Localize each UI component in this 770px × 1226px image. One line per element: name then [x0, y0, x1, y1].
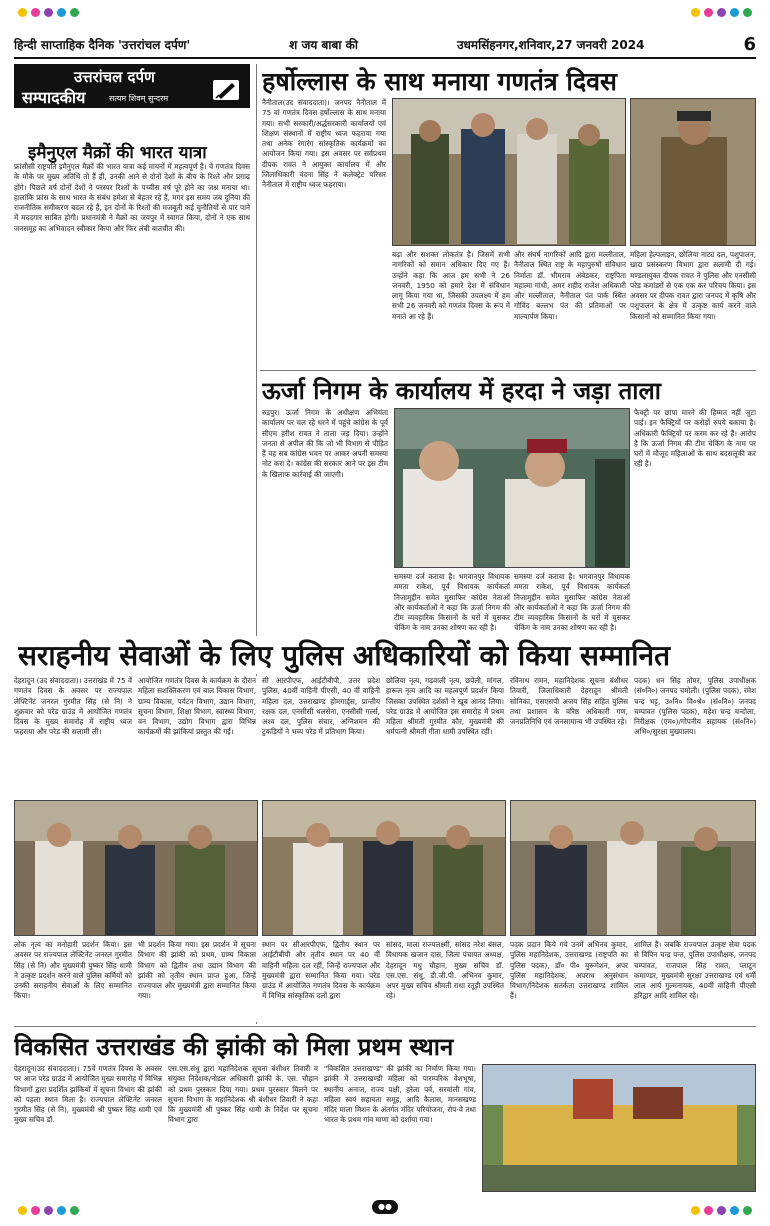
award-ceremony-photo [263, 801, 506, 936]
color-dot [70, 8, 79, 17]
color-dot [44, 8, 53, 17]
story4-headline: विकसित उत्तराखंड की झांकी को मिला प्रथम स्थान [14, 1033, 454, 1061]
harish-rawat-lock-photo [394, 408, 630, 568]
page-header [0, 0, 770, 60]
color-dot [717, 8, 726, 17]
story1-col1: नैनीताल(उद संवाददाता)। जनपद नैनीताल में 75 वां गणतंत्र दिवस हर्षोल्लास के साथ मनाया गया। सभी सरकारी/अर्द्धसरकारी कार्यालयों एवं शिक्षण संस्थानों में राष्ट्रीय ध्वज फहराया गया तथा अनेक रंगारंग सांस्कृतिक कार्यक्रमों का आयोजन किया गया। इस अवसर पर सर्वप्रथम दीपक रावत ने आयुक्त कार्यालय में और जिलाधिकारी वंदना सिंह ने कलेक्ट्रेट परिसर नैनीताल में राष्ट्रीय ध्वज फहराया। [262, 98, 386, 190]
color-dots-left [18, 1206, 79, 1215]
trident-icon: श [289, 37, 298, 52]
story3-col2: आयोजित गणतंत्र दिवस के कार्यक्रम के दौरान महिला सशक्तिकरण एवं बाल विकास विभाग, ग्राम्य विकास, पर्यटन विभाग, उद्यान विभाग, सूचना विभाग, शिक्षा विभाग, स्वास्थ्य विभाग, वन विभाग, उद्योग विभाग द्वारा विभिन्न कार्यक्रमों की झांकियां प्रस्तुत की गईं। [138, 676, 256, 737]
color-dot [691, 8, 700, 17]
republic-day-flag-photo [392, 98, 626, 246]
color-dot [717, 1206, 726, 1215]
page-footer [0, 1196, 770, 1226]
award-photo-1 [14, 800, 258, 936]
color-dot [743, 1206, 752, 1215]
story3-lower-col4: सांसद, माला राज्यलक्ष्मी, सांसद नरेश बंसल, विधायक खजान दास, जिला पंचायत अध्यक्ष, देहरादून मधु चौहान, मुख्य सचिव डॉ. एस.एस. संधु, डी.जी.पी. अभिनव कुमार, अपर मुख्य सचिव श्रीमती राधा रतूड़ी उपस्थित रहे। [386, 940, 504, 1001]
story4-col2: एस.एस.संधु द्वारा महानिदेशक सूचना बंशीधर तिवारी व संयुक्त निदेशक/नोडल अधिकारी झांकी के. एस. चौहान को प्रथम पुरस्कार दिया गया। प्रथम पुरस्कार मिलने पर सूचना विभाग के महानिदेशक श्री बंशीधर तिवारी ने कहा कि मुख्यमंत्री श्री पुष्कर सिंह धामी के निर्देश पर सूचना विभाग द्वारा [168, 1064, 318, 1125]
color-dot [18, 8, 27, 17]
story3-headline: सराहनीय सेवाओं के लिए पुलिस अधिकारियों को किया सम्मानित [18, 636, 754, 674]
story3-block [14, 676, 756, 1022]
tableau-photo [482, 1064, 756, 1192]
story1-col4: महिला हेल्पलाइन, छोलिया नाट्य दल, पशुपालन, खाद्य प्रसंस्करण विभाग द्वारा सलामी दी गई। मण्डलायुक्त दीपक रावत ने पुलिस और एनसीसी परेड कमांडरों से एक एक कर परिचय किया। इस अवसर पर दीपक रावत द्वारा जनपद में कृषि और पशुपालन के क्षेत्र में उत्कृष्ट कार्य करने वाले किसानों को सम्मानित किया गया। [630, 250, 756, 321]
color-dot [31, 1206, 40, 1215]
editorial-masthead [14, 64, 250, 108]
color-dot [704, 8, 713, 17]
tableau-float-photo [483, 1065, 756, 1192]
story4-col3: "विकसित उत्तराखण्ड" की झांकी का निर्माण किया गया। झांकी में उत्तराखण्डी महिला को पारम्परिक वेशभूषा, स्थानीय अनाज, राज्य पक्षी, हरेला पर्व, सरयांली गांव, महिला स्वयं सहायता समूह, आदि कैलास, मानसखण्ड मंदिर माला मिशन के अंतर्गत मंदिर परियोजना, रोप-वे तथा भारत के प्रथम गांव माणा को दर्शाया गया। [324, 1064, 476, 1125]
header-motto [289, 36, 358, 53]
story1-headline: हर्षोल्लास के साथ मनाया गणतंत्र दिवस [262, 67, 617, 96]
footer-logo-icon: ●● [372, 1200, 398, 1214]
color-dot [31, 8, 40, 17]
color-dot [44, 1206, 53, 1215]
award-ceremony-photo [15, 801, 258, 936]
newspaper-title: हिन्दी साप्ताहिक दैनिक 'उत्तरांचल दर्पण' [14, 37, 191, 52]
color-dot [730, 8, 739, 17]
flag-hoisting-photo [393, 99, 626, 246]
masthead-motto: सत्यम शिवम् सुन्दरम [109, 94, 169, 103]
story3-col4: छोलिया नृत्य, गढ़वाली नृत्य, छपेली, मांगल, हारूल नृत्य आदि का महत्वपूर्ण प्रदर्शन किया जिसका उपस्थित दर्शकों ने खूब आनंद लिया। परेड ग्राउंड में आयोजित इस समारोह में प्रथम महिला श्रीमती गुरमीत कौर, मुख्यमंत्री की धर्मपत्नी श्रीमती गीता धामी उपस्थित रहीं। [386, 676, 504, 737]
masthead-title: उत्तरांचल दर्पण [74, 68, 155, 86]
header-rule [14, 57, 756, 59]
story3-col1: देहरादून (उद संवाददाता)। उत्तराखंड में 75 वें गणतंत्र दिवस के अवसर पर राज्यपाल लेफ्टिनेंट जनरल गुरमीत सिंह (से नि) ने शुक्रवार को परेड ग्राउंड में आयोजित गणतंत्र दिवस के मुख्य समारोह में राष्ट्रीय ध्वज फहराया और परेड की सलामी ली। [14, 676, 132, 737]
header-center-text: जय बाबा की [301, 37, 358, 52]
story3-lower-col6: शामिल हैं। जबकि राज्यपाल उत्कृष्ट सेवा पदक से विपिन चन्द्र पन्त, पुलिस उपाधीक्षक, जनपद चम्पावत, राजपाल सिंह रावत, प्लाटून कमाण्डर, मुख्यमंत्री सुरक्षा उत्तराखण्ड एवं धर्मी लाल आर्य गुल्मनायक, 40वीं वाहिनी पीएसी हरिद्वार आदि शामिल रहे। [634, 940, 756, 1001]
color-dots-left [18, 8, 79, 17]
color-dot [704, 1206, 713, 1215]
award-photo-3 [510, 800, 756, 936]
protest-photo [395, 409, 630, 568]
story2-col3: फैक्ट्री पर छापा मारने की हिम्मत नहीं जुटा पाई। इन फैक्ट्रियों पर करोड़ों रुपये बकाया है। अधिकारी फैक्ट्रियों पर करम कर रहे हैं। आरोप है कि ऊर्जा निगम की टीम चेकिंग के नाम पर घरों में मौजूद महिलाओं के साथ बदसलूकी कर रही है। [634, 408, 756, 469]
color-dot [18, 1206, 27, 1215]
story3-lower-col1: लोक नृत्य का मनोहारी प्रदर्शन किया। इस अवसर पर राज्यपाल लेफ्टिनेंट जनरल गुरमीत सिंह (से नि) और मुख्यमंत्री पुष्कर सिंह धामी ने उत्कृष्ट प्रदर्शन करने वाले पुलिस कर्मियों को उनकी सराहनीय सेवाओं के लिए सम्मानित किया। [14, 940, 132, 1001]
story3-col5: रविनाथ रामन, महानिदेशक सूचना बंशीधर तिवारी, जिलाधिकारी देहरादून श्रीमती सोनिका, एसएसपी अजय सिंह सहित पुलिस तथा प्रशासन के वरिष्ठ अधिकारी गण, जनप्रतिनिधि एवं जनसामान्य भी उपस्थित रहे। [510, 676, 628, 727]
story3-col3: सी आरपीएफ, आईटीबीपी, उत्तर प्रदेश पुलिस, 40वीं वाहिनी पीएसी, 40 वीं वाहिनी महिला दल, उत्तराखण्ड होमगार्ड्स, प्रान्तीय रक्षक दल, एनसीसी थलसेना, एनसीसी गर्ल्स, अश्व दल, पुलिस संचार, अग्निशमन की टुकड़ियों ने भव्य परेड में प्रतिभाग किया। [262, 676, 380, 737]
color-dots-right [691, 8, 752, 17]
story3-lower-col2: भी प्रदर्शन किया गया। इस प्रदर्शन में सूचना विभाग की झांकी को प्रथम, ग्राम्य विकास विभाग को द्वितीय तथा उद्यान विभाग की झांकी को तृतीय स्थान प्राप्त हुआ, जिन्हें राज्यपाल और मुख्यमंत्री द्वारा सम्मानित किया गया। [138, 940, 256, 1001]
award-ceremony-photo [511, 801, 756, 936]
story1-col2: बढ़ा और सशक्त लोकतंत्र है। जिसमें सभी नागरिकों को समान अधिकार दिए गए हैं। उन्होंने कहा कि आज हम सभी ने 26 जनवरी, 1950 को हमारे देश में संविधान लागू किया गया था, जिसकी उपलक्ष्य में हम सभी 26 जनवरी को गणतंत्र दिवस के रूप में मनाते आ रहे हैं। [392, 250, 510, 321]
masthead-section: सम्पादकीय [22, 88, 86, 107]
color-dot [57, 1206, 66, 1215]
story3-lower-col5: पदक प्रदान किये गये उनमें अभिनव कुमार, पुलिस महानिदेशक, उत्तराखण्ड (राष्ट्रपति का पुलिस पदक), डॉ० पी० मुरूगेशन, अपर पुलिस महानिदेशक, अपराध अनुसंधान विभाग/निदेशक सतर्कता उत्तराखण्ड शामिल हैं। [510, 940, 628, 1001]
story1-col3: और संघर्ष नागरिकों आदि द्वारा मल्लीताल, नैनीताल स्थित राष्ट्र के महापुरुषों संविधान निर्माता डॉ. भीमराव अंबेडकर, राष्ट्रपिता महात्मा गांधी, अमर शहीद राजेश अधिकारी और मल्लीताल, नैनीताल पंत पार्क स्थित गोविंद बल्लभ पंत की प्रतिमाओं पर माल्यार्पण किया। [514, 250, 626, 321]
story2-headline: ऊर्जा निगम के कार्यालय में हरदा ने जड़ा ताला [262, 377, 661, 405]
story2-col1: रुद्रपुर। ऊर्जा निगम के अधीक्षण अभियंता कार्यालय पर चल रहे धरने में पहुंचे कांग्रेस के पूर्व सीएम हरीश रावत ने ताला जड़ दिया। उन्होंने जनता से अपील की कि जो भी विभाग से पीड़ित हैं वह सब कांग्रेस भवन पर आकर अपनी समस्या नोट करा दें। कांग्रेस की सरकार आने पर इस टीम के खिलाफ कार्रवाई की जाएगी। [262, 408, 388, 479]
color-dot [57, 8, 66, 17]
color-dot [691, 1206, 700, 1215]
page-number: 6 [743, 33, 756, 55]
story2-col2b: समस्या दर्ज कराया है। भगवानपुर विधायक ममता राकेश, पूर्व विधायक कार्यकर्ता निजामुद्दीन समेत मुसाफिर कांग्रेस नेताओं और कार्यकर्ताओं ने कहा कि ऊर्जा निगम की टीम व्यवहारिक किसानों के घरों में घुसकर चेकिंग के नाम उनका शोषण कर रही है। [514, 572, 630, 633]
color-dot [730, 1206, 739, 1215]
color-dot [70, 1206, 79, 1215]
story3-col6: पदक) धन सिंह तोमर, पुलिस उपाधीक्षक (सं०नि०) जनपद चमोली। (पुलिस पदक), रमेश चन्द्र भट्ट, उ०नि० वि०श्रे० (सं०नि०) जनपद चम्पावत (पुलिस पदक), महेश चन्द्र चन्दोला, निरीक्षक (एम०)/गोपनीय सहायक (सं०नि०) अभि०/सुरक्षा मुख्यालय। [634, 676, 756, 737]
story4-col1: देहरादून(उद संवाददाता)। 75वें गणतंत्र दिवस के अवसर पर आज परेड ग्राउंड में आयोजित मुख्य समारोह में विभिन्न विभागों द्वारा प्रदर्शित झांकियों में सूचना विभाग की झांकी को पहला स्थान मिला है। राज्यपाल लेफ्टिनेंट जनरल गुरमीत सिंह (से नि), मुख्यमंत्री श्री पुष्कर सिंह धामी एवं मुख्य सचिव डॉ. [14, 1064, 162, 1125]
officer-portrait-photo [631, 99, 756, 246]
editorial-body: फ्रांसीसी राष्ट्रपति इमैनुएल मैक्रों की भारत यात्रा कई मायनों में महत्वपूर्ण है। वे गणतंत्र दिवस के मौके पर मुख्य अतिथि तो हैं ही, उनकी आने से दोनों देशों के बीच के रिश्ते और प्रगाढ़ होंगे। पिछले वर्ष दोनों देशों ने परस्पर रिश्तों के पच्चीस वर्ष पूरे होने का जश्न मनाया था। हालांकि फ्रांस के साथ भारत के संबंध हमेशा से बेहतर रहे हैं, मगर इस समय जब दुनिया की राजनीतिक समीकरण बदल रहे हैं, इन दोनों के रिश्तों की मजबूती कई चुनौतियों से पार पाने में मददगार साबित होगी। प्रधानमंत्री ने मैक्रों का जयपुर में स्वागत किया, दोनों ने एक साथ जनसमूह का अभिवादन स्वीकार किया और फिर लंबी बातचीत की। [14, 162, 250, 233]
award-photo-2 [262, 800, 506, 936]
story2-col2: समस्या दर्ज कराया है। भगवानपुर विधायक ममता राकेश, पूर्व विधायक कार्यकर्ता निजामुद्दीन समेत मुसाफिर कांग्रेस नेताओं और कार्यकर्ताओं ने कहा कि ऊर्जा निगम की टीम व्यवहारिक किसानों के घरों में घुसकर चेकिंग के नाम उनका शोषण कर रही है। [394, 572, 510, 633]
header-row [14, 34, 756, 54]
section-rule [14, 1026, 756, 1027]
color-dot [743, 8, 752, 17]
editorial-headline: इमैनुएल मैक्रों की भारत यात्रा [28, 143, 207, 163]
color-dots-right [691, 1206, 752, 1215]
quill-pen-icon [212, 78, 240, 102]
section-rule [260, 370, 756, 371]
story3-lower-col3: स्थान पर सीआरपीएफ, द्वितीय स्थान पर आईटीबीपी और तृतीय स्थान पर 40 वीं वाहिनी महिला दल रहीं, जिन्हें राज्यपाल और मुख्यमंत्री द्वारा सम्मानित किया गया। परेड ग्राउंड में आयोजित गणतंत्र दिवस के कार्यक्रम में विभिन्न सांस्कृतिक दलों द्वारा [262, 940, 380, 1001]
police-officer-photo [630, 98, 756, 246]
dateline: उधमसिंहनगर,शनिवार,27 जनवरी 2024 [456, 37, 645, 52]
